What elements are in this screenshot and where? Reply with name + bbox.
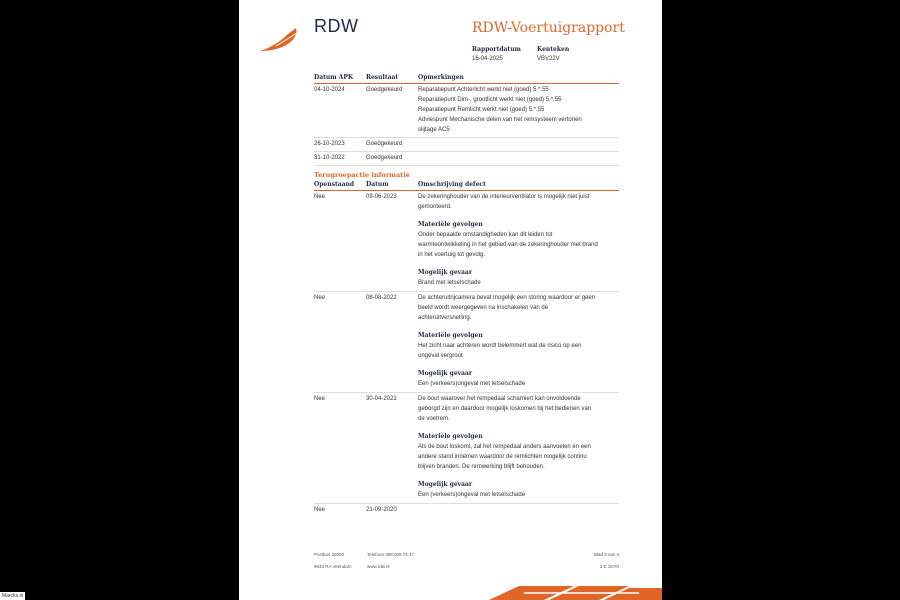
report-page <box>239 0 662 600</box>
footer-line: Postbus 30000 <box>314 552 345 557</box>
meta-report-date <box>472 46 521 62</box>
recall-date: 08-08-2022 <box>366 295 397 301</box>
recall-row <box>314 292 619 393</box>
apk-remarks <box>418 85 619 135</box>
recall-header-date: Datum <box>366 181 389 188</box>
recall-details <box>418 293 619 389</box>
decorative-stripes-icon <box>479 582 662 600</box>
apk-remark-line: Adviespunt Mechanische delen van het remsysteem vertonen <box>418 117 582 123</box>
apk-row <box>314 138 619 152</box>
apk-row <box>314 84 619 138</box>
logo-text: RDW <box>314 16 359 36</box>
recall-row <box>314 191 619 292</box>
recall-description-line: de voetrem. <box>418 416 450 422</box>
apk-remark-line: Reparatiepunt Dim-, grootlicht werkt niet (goed) 5.*.55 <box>418 97 562 103</box>
recall-consequences-label: Materiële gevolgen <box>418 221 483 228</box>
recall-consequences-label: Materiële gevolgen <box>418 332 483 339</box>
recall-consequences-line: warmteontwikkeling in het gebied van de zekeringhouder met brand <box>418 242 598 248</box>
recall-danger-label: Mogelijk gevaar <box>418 370 473 377</box>
footer-line: Telefoon 088 009 74 47 <box>367 552 415 557</box>
recall-description-line: De achteruitrijcamera bevat mogelijk een storing waardoor er geen <box>418 295 596 301</box>
recall-details <box>418 394 619 500</box>
apk-row <box>314 152 619 166</box>
meta-label: Rapportdatum <box>472 46 521 53</box>
apk-header-remarks: Opmerkingen <box>418 74 464 81</box>
recall-header-row <box>314 181 619 191</box>
footer-line: 3 E 1670I <box>599 564 619 569</box>
recall-consequences-label: Materiële gevolgen <box>418 433 483 440</box>
recall-open: Nee <box>314 295 326 301</box>
recall-consequences-line: ongeval vergroot <box>418 353 463 359</box>
recall-section-title: Terugroepactie informatie <box>314 171 410 179</box>
recall-danger-line: Een (verkeers)ongeval met letselschade <box>418 381 526 387</box>
meta-value: VBV22V <box>537 56 560 62</box>
apk-table <box>314 74 619 166</box>
recall-header-description: Omschrijving defect <box>418 181 486 188</box>
apk-remarks <box>418 153 619 163</box>
recall-description-line: De bout waarover het rempedaal scharniert kan onvoldoende <box>418 396 581 402</box>
apk-header-row <box>314 74 619 84</box>
recall-description-line: De zekeringhouder van de interieurventilator is mogelijk niet juist <box>418 194 590 200</box>
recall-details <box>418 505 619 515</box>
recall-danger-line: Brand met letselschade <box>418 280 481 286</box>
report-title: RDW-Voertuigrapport <box>472 20 625 36</box>
recall-date: 21-09-2020 <box>366 507 397 513</box>
recall-description-line: geborgd zijn en daardoor mogelijk loskomen bij het bedienen van <box>418 406 592 412</box>
recall-danger-line: Een (verkeers)ongeval met letselschade <box>418 492 526 498</box>
footer-line: 9640 RA Veendam <box>314 564 352 569</box>
watermark: Marcks.nl <box>2 593 24 599</box>
recall-row <box>314 504 619 518</box>
recall-danger-label: Mogelijk gevaar <box>418 481 473 488</box>
recall-header-open: Openstaand <box>314 181 355 188</box>
recall-open: Nee <box>314 507 326 513</box>
meta-license-plate <box>537 46 569 62</box>
recall-date: 09-06-2023 <box>366 194 397 200</box>
recall-description-line: beeld wordt weergegeven na inschakelen van de <box>418 305 549 311</box>
recall-consequences-line: blijven branden. De remwerking blijft behouden. <box>418 464 545 470</box>
footer-contact <box>367 549 414 573</box>
recall-description-line: gemonteerd. <box>418 204 452 210</box>
recall-row <box>314 393 619 504</box>
recall-open: Nee <box>314 396 326 402</box>
recall-consequences-line: in het voertuig tot gevolg. <box>418 252 486 258</box>
recall-consequences-line: andere stand innemen waardoor de remlichten mogelijk continu <box>418 454 587 460</box>
apk-date: 04-10-2024 <box>314 87 345 93</box>
apk-remark-line: Reparatiepunt Achterlicht werkt niet (goed) 5.*.55 <box>418 87 549 93</box>
rdw-logo-icon <box>258 24 308 54</box>
apk-header-result: Resultaat <box>366 74 399 81</box>
footer-page-info <box>593 549 619 573</box>
recall-table <box>314 181 619 518</box>
footer-line: www.rdw.nl <box>367 564 390 569</box>
apk-remarks <box>418 139 619 149</box>
recall-date: 30-04-2021 <box>366 396 397 402</box>
recall-danger-label: Mogelijk gevaar <box>418 269 473 276</box>
apk-remark-line: Reparatiepunt Remlicht werkt niet (goed) 5.*.55 <box>418 107 545 113</box>
recall-open: Nee <box>314 194 326 200</box>
apk-remark-line: slijtage AC5 <box>418 127 450 133</box>
recall-consequences-line: Onder bepaalde omstandigheden kan dit leiden tot <box>418 232 553 238</box>
apk-result: Goedgekeurd <box>366 87 403 93</box>
apk-date: 26-10-2023 <box>314 141 345 147</box>
meta-label: Kenteken <box>537 46 570 53</box>
apk-header-date: Datum APK <box>314 74 354 81</box>
recall-consequences-line: Het zicht naar achteren wordt belemmert wat de risico op een <box>418 343 582 349</box>
meta-value: 16-04-2025 <box>472 56 503 62</box>
footer-address <box>314 549 352 573</box>
apk-date: 31-10-2022 <box>314 155 345 161</box>
recall-consequences-line: Als de bout loskomt, zal het rempedaal anders aanvoelen en een <box>418 444 591 450</box>
recall-details <box>418 192 619 288</box>
apk-result: Goedgekeurd <box>366 155 403 161</box>
apk-result: Goedgekeurd <box>366 141 403 147</box>
footer-line: Blad 3 van 4 <box>593 552 619 557</box>
recall-description-line: achteruitversnelling. <box>418 315 472 321</box>
